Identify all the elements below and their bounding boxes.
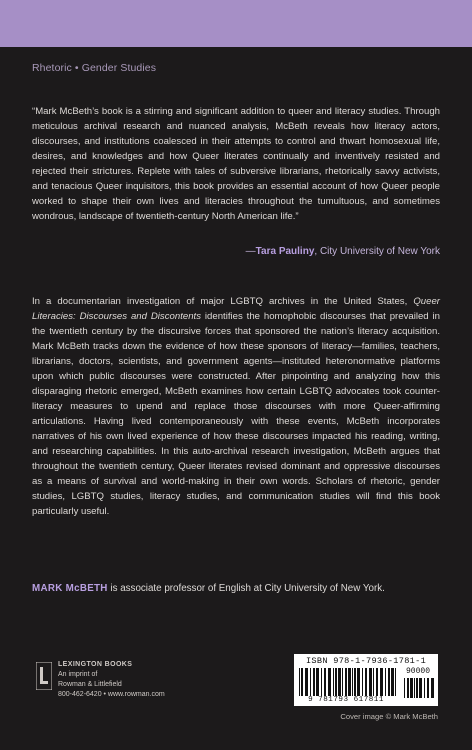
barcode-bar xyxy=(395,668,396,696)
barcode-bar xyxy=(380,668,383,696)
reviewer-affiliation: , City University of New York xyxy=(314,246,440,257)
barcode-bar xyxy=(362,668,363,696)
barcode-bar xyxy=(404,678,405,698)
barcode-bar xyxy=(324,668,326,696)
barcode-bar xyxy=(365,668,367,696)
publisher-name: LEXINGTON BOOKS xyxy=(58,661,133,668)
barcode-bar xyxy=(414,678,415,698)
price-code: 90000 xyxy=(406,667,431,676)
barcode-bar xyxy=(299,668,300,696)
category-line: Rhetoric • Gender Studies xyxy=(32,62,157,74)
barcode-bar xyxy=(345,668,347,696)
barcode-bar xyxy=(369,668,372,696)
publisher-contact: 800-462-6420 • www.rowman.com xyxy=(58,691,165,698)
description-body: identifies the homophobic discourses that prevailed in the twentieth century by the discursive forces that sponsored the nation’s literacy acquisition. Mark McBeth tracks down the evidence of how these sponsors of literacy—families, teachers, librarians, doctors, scientists, and government agents—instituted heteronormative platforms upon which public discourses were constructed. After pinpointing and analyzing how this disparaging rhetoric emerged, McBeth examines how certain LGBTQ advocates took counter-literacy measures to upend and replace those discourses with more Queer-affirming articulations. Having lived contemporaneously with these events, McBeth incorporates narratives of his own lived experience of how these discourses impacted his reading, writing, and researching capabilities. In this auto-archival research investigation, McBeth argues that throughout the twentieth century, Queer literates revised dominant and oppressive discourses as a means of survival and world-making in their own words. Scholars of rhetoric, gender studies, LGBTQ studies, literacy studies, and communication studies will find this book particularly useful. xyxy=(32,311,440,517)
barcode-bars xyxy=(299,668,399,696)
barcode-bar xyxy=(357,668,360,696)
barcode-bar xyxy=(310,668,311,696)
isbn-text: ISBN 978-1-7936-1781-1 xyxy=(305,656,427,666)
barcode-bar xyxy=(313,668,315,696)
book-title-italic: Queer Literacies: Discourses and Discontents xyxy=(32,296,440,322)
barcode-bar xyxy=(373,668,374,696)
barcode-bar xyxy=(305,668,308,696)
barcode-bar xyxy=(342,668,343,696)
barcode-bar xyxy=(316,668,319,696)
barcode-bar xyxy=(328,668,331,696)
attribution-dash: — xyxy=(245,246,256,257)
barcode-bar xyxy=(376,668,378,696)
endorsement-quote: “Mark McBeth’s book is a stirring and significant addition to queer and literacy studies. Through meticulous archival research and nuanced analysis, McBeth reveals how literacy actors, discourses, and institutions coalesced in their attempts to control and thwart homosexual life, desires, and knowledges and how Queer literates continually and inventively resisted and rejected their strictures. Replete with tales of subversive librarians, rhetorically savvy activists, and tenacious Queer inquisitors, this book provides an essential account of how Queer people worked to shape their own lives and literacies throughout the tumultuous, and sometimes wondrous, landscape of twentieth-century North American life.” xyxy=(32,106,440,222)
author-bio xyxy=(32,583,440,594)
barcode-bar xyxy=(419,678,422,698)
barcode-number: 9 781793 617811 xyxy=(308,696,384,704)
author-bio-text: is associate professor of English at City University of New York. xyxy=(107,583,385,594)
description-intro: In a documentarian investigation of major LGBTQ archives in the United States, xyxy=(32,296,414,307)
barcode-bar xyxy=(407,678,409,698)
barcode-bar xyxy=(427,678,429,698)
barcode-bar xyxy=(431,678,434,698)
barcode-bar xyxy=(385,668,386,696)
top-color-band xyxy=(0,0,472,47)
barcode-bar xyxy=(424,678,425,698)
barcode-bar xyxy=(348,668,351,696)
book-description xyxy=(32,294,440,519)
author-name: MARK McBETH xyxy=(32,583,108,594)
barcode-bar xyxy=(410,678,413,698)
barcode-bar xyxy=(388,668,390,696)
publisher-text xyxy=(58,660,165,700)
barcode-bar xyxy=(333,668,334,696)
barcode-bar xyxy=(338,668,341,696)
publisher-parent: Rowman & Littlefield xyxy=(58,681,122,688)
barcode-bar xyxy=(391,668,394,696)
isbn-barcode xyxy=(294,654,438,706)
publisher-imprint-of: An imprint of xyxy=(58,671,98,678)
cover-image-credit: Cover image © Mark McBeth xyxy=(340,712,438,721)
endorsement-attribution xyxy=(246,246,440,257)
barcode-bar xyxy=(416,678,418,698)
barcode-bar xyxy=(321,668,322,696)
barcode-bar xyxy=(301,668,303,696)
reviewer-name: Tara Pauliny xyxy=(255,246,315,257)
barcode-bar xyxy=(352,668,353,696)
barcode-bar xyxy=(335,668,337,696)
barcode-bar xyxy=(354,668,356,696)
price-barcode-bars xyxy=(404,678,434,700)
lexington-logo-icon xyxy=(36,662,52,690)
